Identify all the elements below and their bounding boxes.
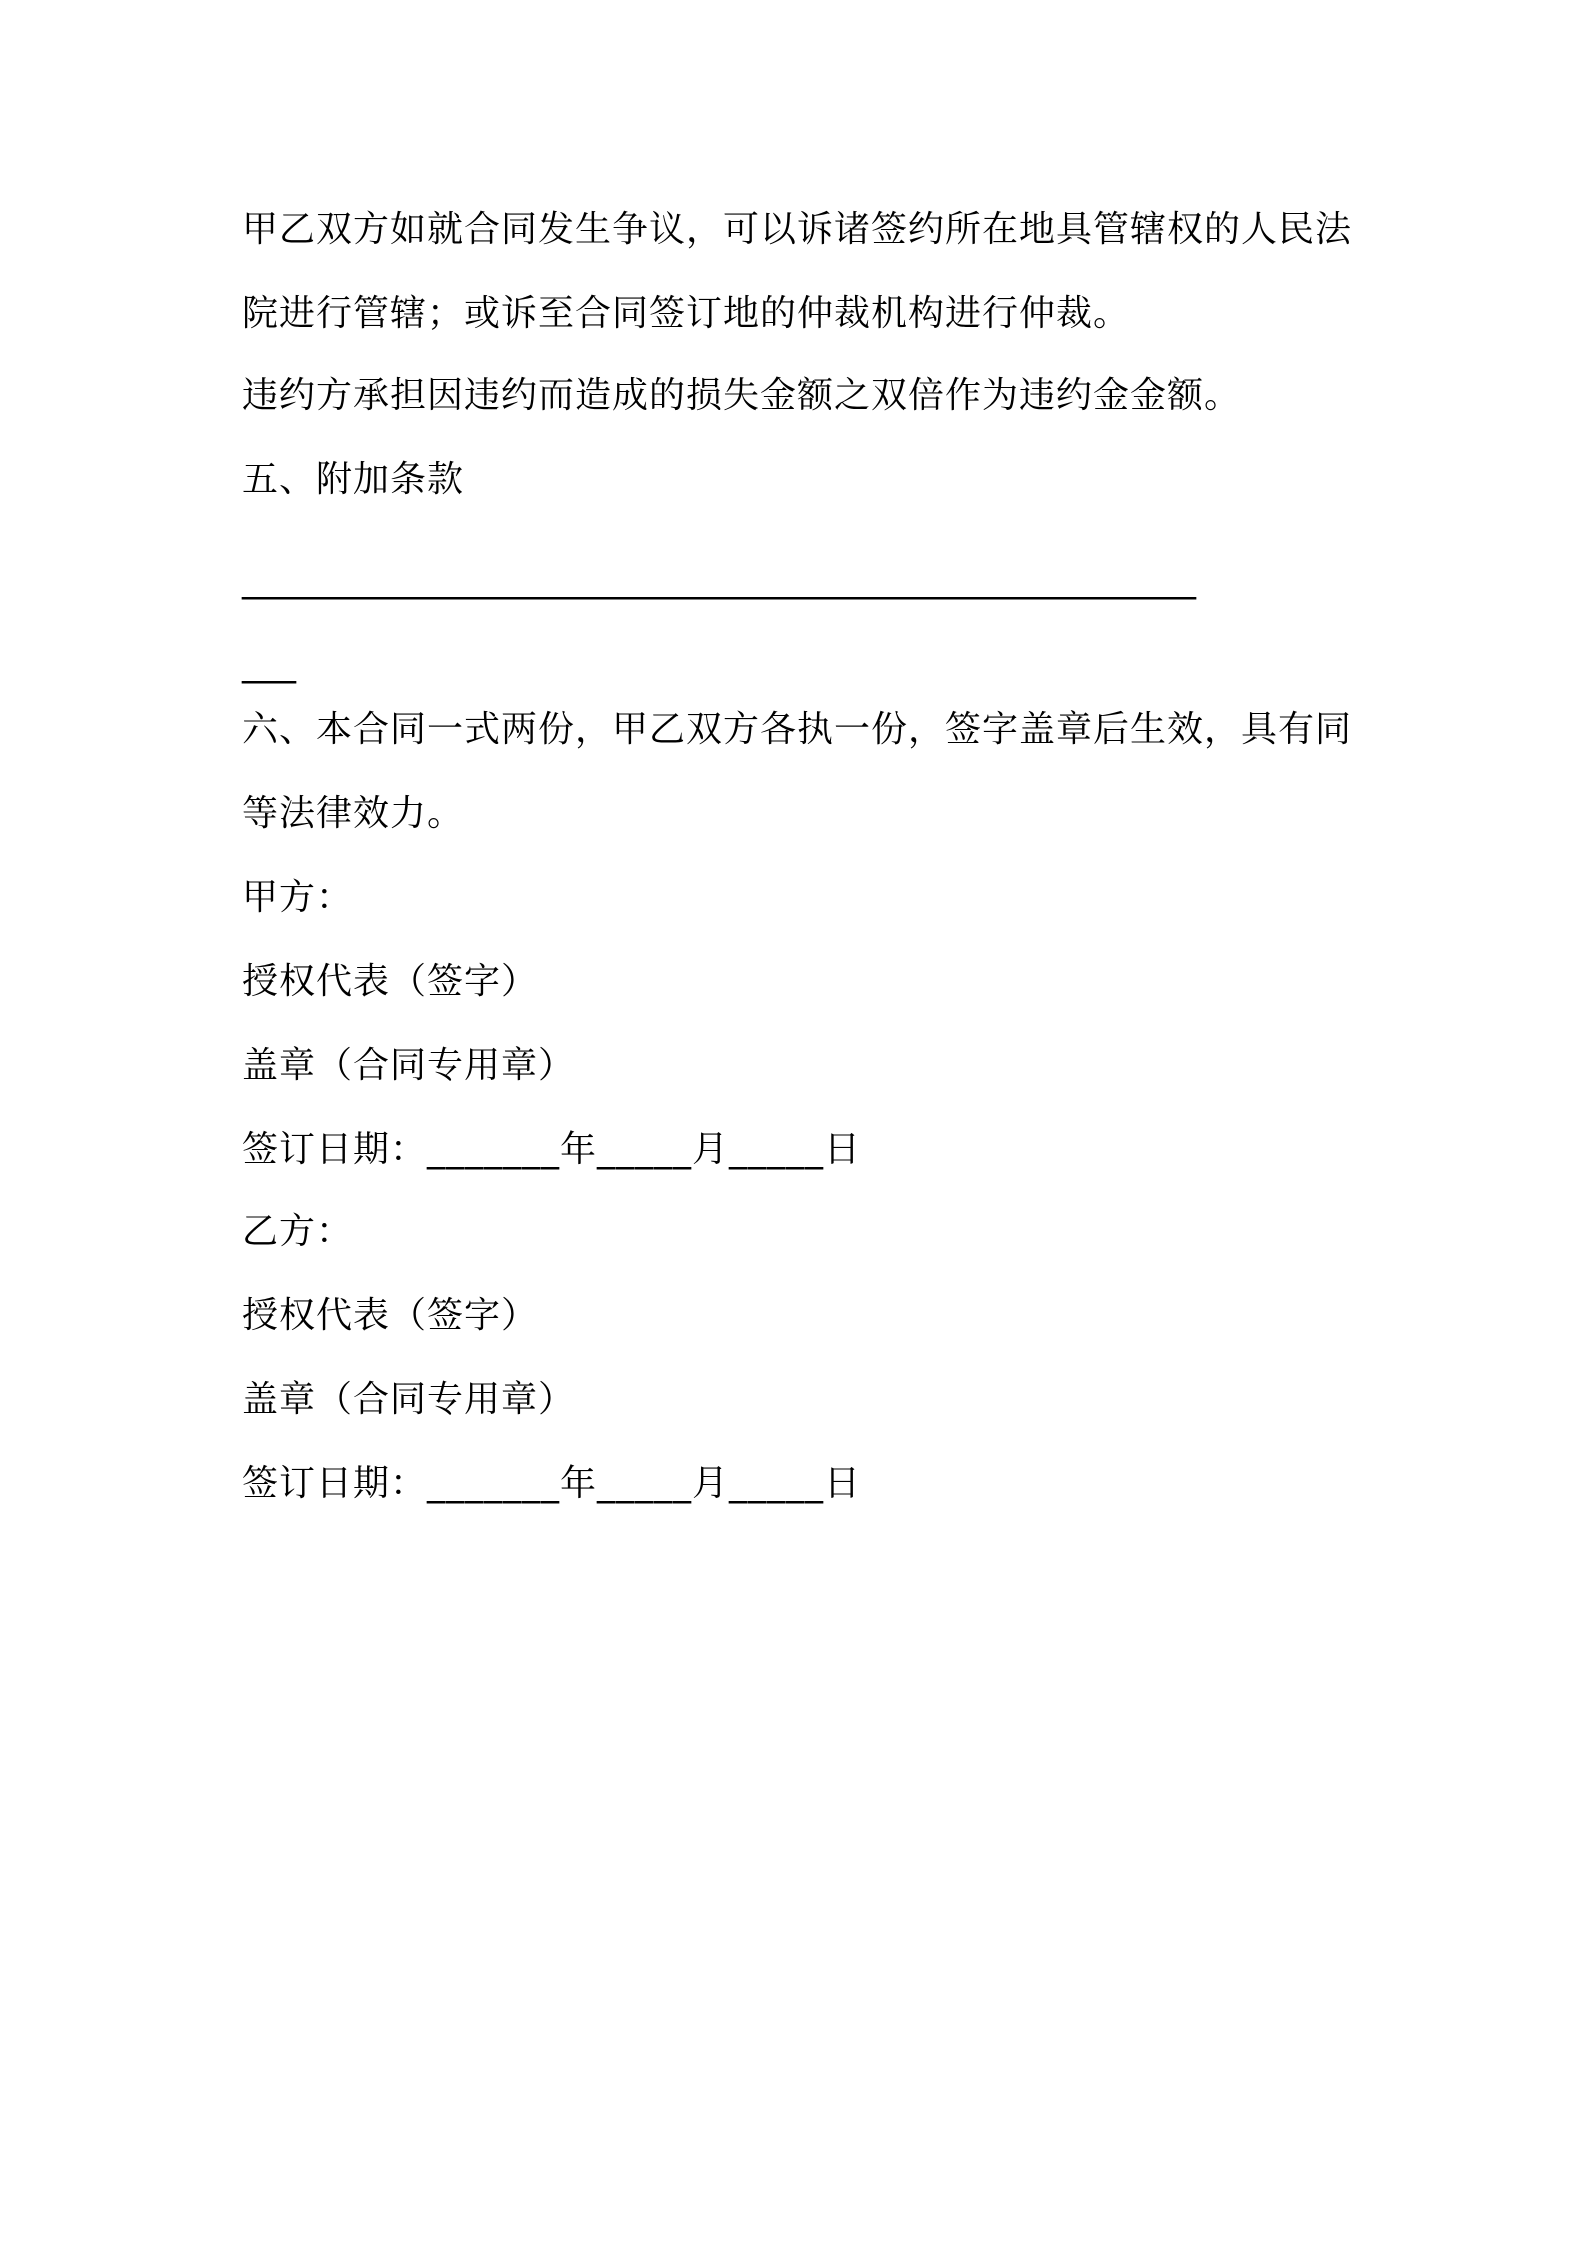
additional-terms-blank-line-1: _____________________________________________________ xyxy=(242,559,1196,600)
dispute-clause-line-2: 院进行管辖；或诉至合同签订地的仲裁机构进行仲裁。 xyxy=(242,293,1131,334)
penalty-clause: 违约方承担因违约而造成的损失金额之双倍作为违约金金额。 xyxy=(242,375,1242,416)
party-a-representative: 授权代表（签字） xyxy=(242,961,539,1002)
party-b-label: 乙方： xyxy=(242,1211,354,1252)
dispute-clause-line-1: 甲乙双方如就合同发生争议，可以诉诸签约所在地具管辖权的人民法 xyxy=(242,209,1353,250)
party-a-seal: 盖章（合同专用章） xyxy=(242,1045,576,1086)
party-a-sign-date: 签订日期：_______年_____月_____日 xyxy=(242,1129,862,1170)
party-a-label: 甲方： xyxy=(242,877,354,918)
section-five-heading: 五、附加条款 xyxy=(242,459,465,500)
section-six-line-2: 等法律效力。 xyxy=(242,793,465,834)
party-b-sign-date: 签订日期：_______年_____月_____日 xyxy=(242,1463,862,1504)
additional-terms-blank-line-2: ___ xyxy=(242,643,296,684)
party-b-seal: 盖章（合同专用章） xyxy=(242,1379,576,1420)
party-b-representative: 授权代表（签字） xyxy=(242,1295,539,1336)
section-six-line-1: 六、本合同一式两份，甲乙双方各执一份，签字盖章后生效，具有同 xyxy=(242,709,1353,750)
